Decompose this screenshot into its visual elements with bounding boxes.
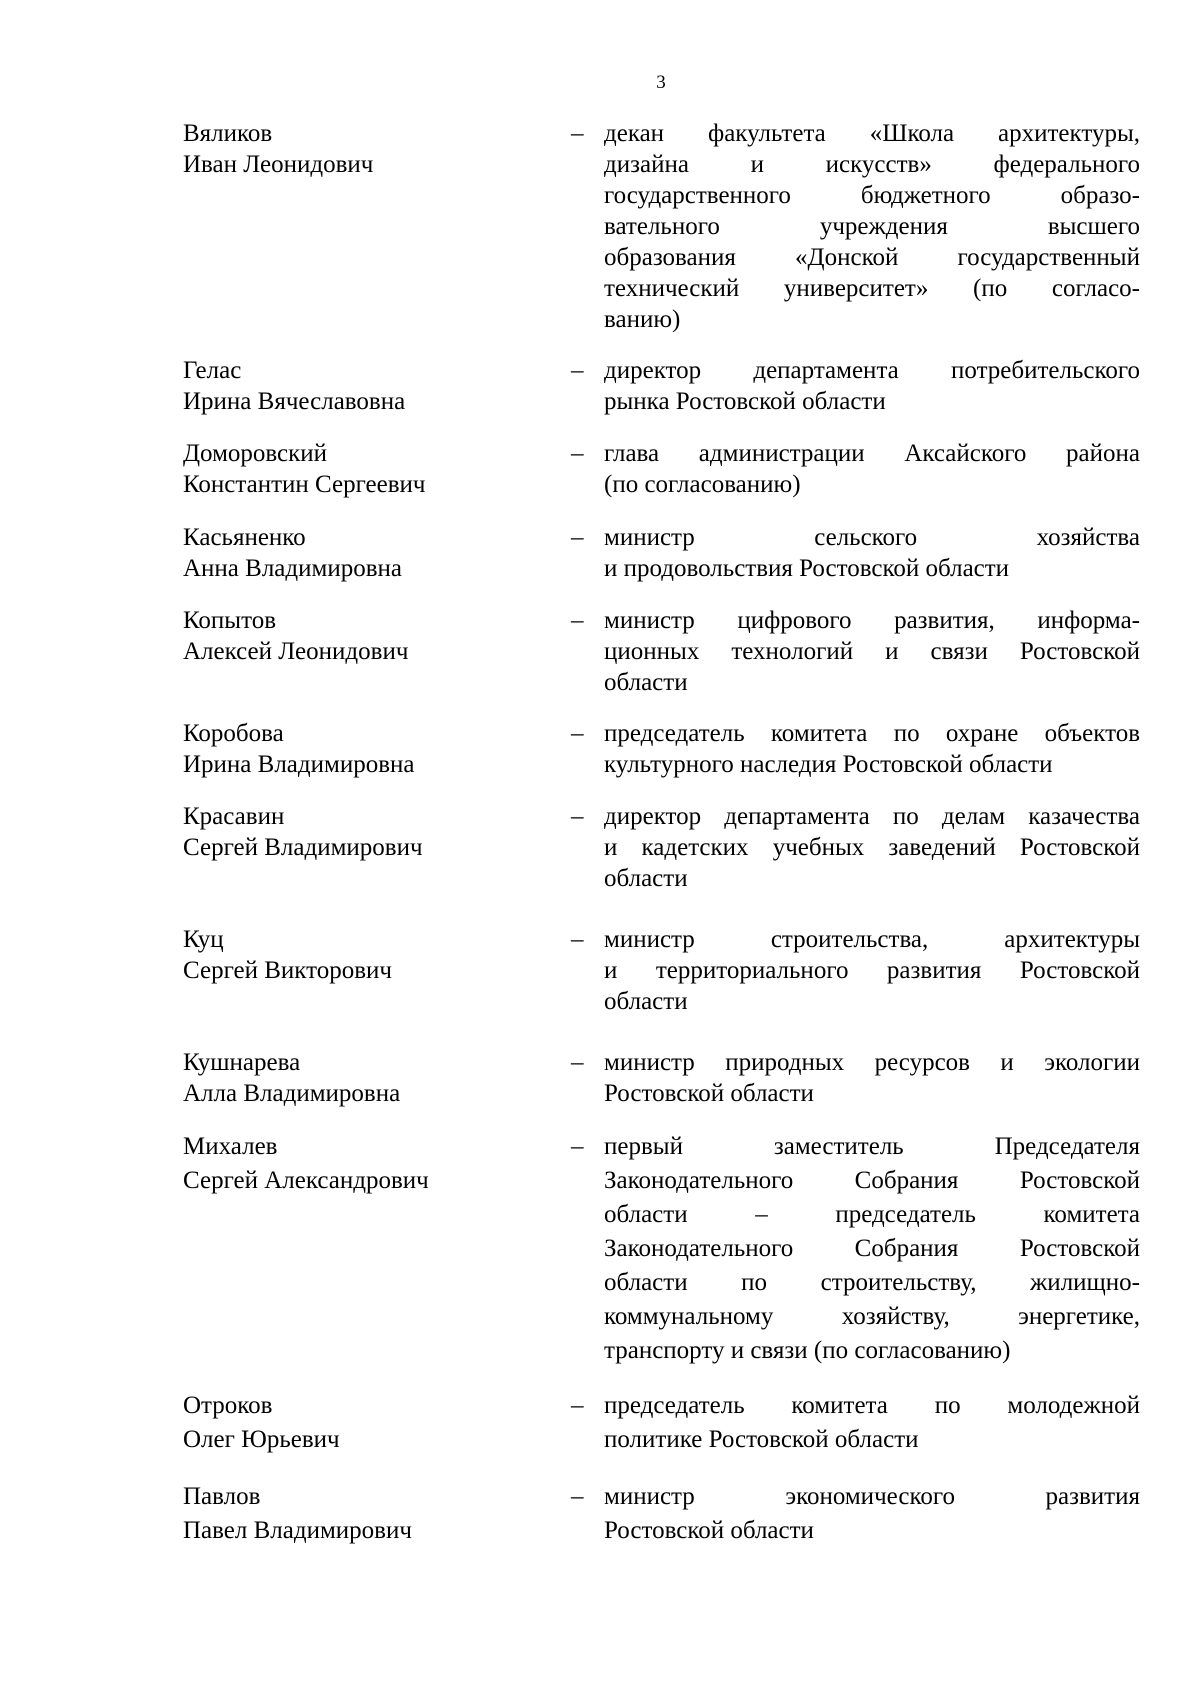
member-role — [604, 801, 1140, 894]
member-role — [604, 1389, 1140, 1457]
member-role — [604, 522, 1140, 584]
member-role — [604, 924, 1140, 1017]
separator-dash: – — [571, 1049, 584, 1076]
role-line: рынка Ростовской области — [604, 388, 886, 415]
member-role — [604, 355, 1140, 417]
separator-dash: – — [571, 607, 584, 634]
member-role — [604, 118, 1140, 335]
member-name — [183, 1130, 543, 1198]
role-line: технический университет» (по согласо- — [604, 275, 1140, 302]
role-line: и кадетских учебных заведений Ростовской — [604, 834, 1140, 861]
member-surname: Отроков — [183, 1392, 273, 1419]
role-line: Ростовской области — [604, 1517, 814, 1544]
member-given-names: Иван Леонидович — [183, 151, 374, 178]
member-given-names: Ирина Владимировна — [183, 751, 415, 778]
member-name — [183, 924, 543, 986]
role-line: транспорту и связи (по согласованию) — [604, 1337, 1011, 1364]
role-line: Законодательного Собрания Ростовской — [604, 1167, 1140, 1194]
member-surname: Гелас — [183, 357, 242, 384]
role-line: министр сельского хозяйства — [604, 524, 1140, 551]
member-given-names: Сергей Александрович — [183, 1167, 429, 1194]
member-role — [604, 1480, 1140, 1548]
role-line: области – председатель комитета — [604, 1201, 1140, 1228]
role-line: культурного наследия Ростовской области — [604, 751, 1053, 778]
separator-dash: – — [571, 120, 584, 147]
member-name — [183, 1047, 543, 1109]
member-name — [183, 1480, 543, 1548]
member-surname: Красавин — [183, 803, 285, 830]
member-surname: Коробова — [183, 720, 284, 747]
member-surname: Доморовский — [183, 440, 328, 467]
separator-dash: – — [571, 926, 584, 953]
role-line: глава администрации Аксайского района — [604, 440, 1140, 467]
member-given-names: Олег Юрьевич — [183, 1426, 340, 1453]
separator-dash: – — [571, 803, 584, 830]
role-line: министр экономического развития — [604, 1483, 1140, 1510]
role-line: министр природных ресурсов и экологии — [604, 1049, 1140, 1076]
member-surname: Михалев — [183, 1133, 278, 1160]
role-line: политике Ростовской области — [604, 1426, 919, 1453]
member-role — [604, 438, 1140, 500]
role-line: Законодательного Собрания Ростовской — [604, 1235, 1140, 1262]
role-line: министр строительства, архитектуры — [604, 926, 1140, 953]
role-line: области — [604, 865, 688, 892]
separator-dash: – — [571, 357, 584, 384]
role-line: государственного бюджетного образо- — [604, 182, 1140, 209]
member-name — [183, 355, 543, 417]
member-name — [183, 605, 543, 667]
role-line: министр цифрового развития, информа- — [604, 607, 1140, 634]
member-given-names: Сергей Владимирович — [183, 834, 423, 861]
member-name — [183, 522, 543, 584]
separator-dash: – — [571, 1133, 584, 1160]
member-role — [604, 605, 1140, 698]
role-line: коммунальному хозяйству, энергетике, — [604, 1303, 1140, 1330]
role-line: образования «Донской государственный — [604, 244, 1140, 271]
member-surname: Павлов — [183, 1483, 261, 1510]
member-surname: Касьяненко — [183, 524, 306, 551]
role-line: области — [604, 988, 688, 1015]
role-line: и продовольствия Ростовской области — [604, 555, 1010, 582]
member-name — [183, 118, 543, 180]
member-name — [183, 438, 543, 500]
role-line: вательного учреждения высшего — [604, 213, 1140, 240]
role-line: дизайна и искусств» федерального — [604, 151, 1140, 178]
member-surname: Куц — [183, 926, 224, 953]
separator-dash: – — [571, 524, 584, 551]
member-role — [604, 718, 1140, 780]
member-given-names: Алексей Леонидович — [183, 638, 409, 665]
separator-dash: – — [571, 1392, 584, 1419]
role-line: ционных технологий и связи Ростовской — [604, 638, 1140, 665]
role-line: председатель комитета по охране объектов — [604, 720, 1140, 747]
member-role — [604, 1130, 1140, 1368]
member-surname: Кушнарева — [183, 1049, 301, 1076]
member-given-names: Сергей Викторович — [183, 957, 392, 984]
role-line: (по согласованию) — [604, 471, 801, 498]
member-given-names: Константин Сергеевич — [183, 471, 426, 498]
separator-dash: – — [571, 1483, 584, 1510]
role-line: и территориального развития Ростовской — [604, 957, 1140, 984]
role-line: области по строительству, жилищно- — [604, 1269, 1140, 1296]
role-line: ванию) — [604, 306, 681, 333]
member-role — [604, 1047, 1140, 1109]
member-given-names: Павел Владимирович — [183, 1517, 412, 1544]
member-given-names: Ирина Вячеславовна — [183, 388, 406, 415]
role-line: области — [604, 669, 688, 696]
member-given-names: Анна Владимировна — [183, 555, 402, 582]
role-line: Ростовской области — [604, 1080, 814, 1107]
separator-dash: – — [571, 440, 584, 467]
member-name — [183, 1389, 543, 1457]
member-name — [183, 801, 543, 863]
role-line: директор департамента по делам казачества — [604, 803, 1140, 830]
member-name — [183, 718, 543, 780]
role-line: директор департамента потребительского — [604, 357, 1140, 384]
role-line: председатель комитета по молодежной — [604, 1392, 1140, 1419]
separator-dash: – — [571, 720, 584, 747]
member-given-names: Алла Владимировна — [183, 1080, 401, 1107]
page-number: 3 — [656, 72, 666, 93]
role-line: первый заместитель Председателя — [604, 1133, 1140, 1160]
member-surname: Вяликов — [183, 120, 273, 147]
member-surname: Копытов — [183, 607, 277, 634]
role-line: декан факультета «Школа архитектуры, — [604, 120, 1140, 147]
